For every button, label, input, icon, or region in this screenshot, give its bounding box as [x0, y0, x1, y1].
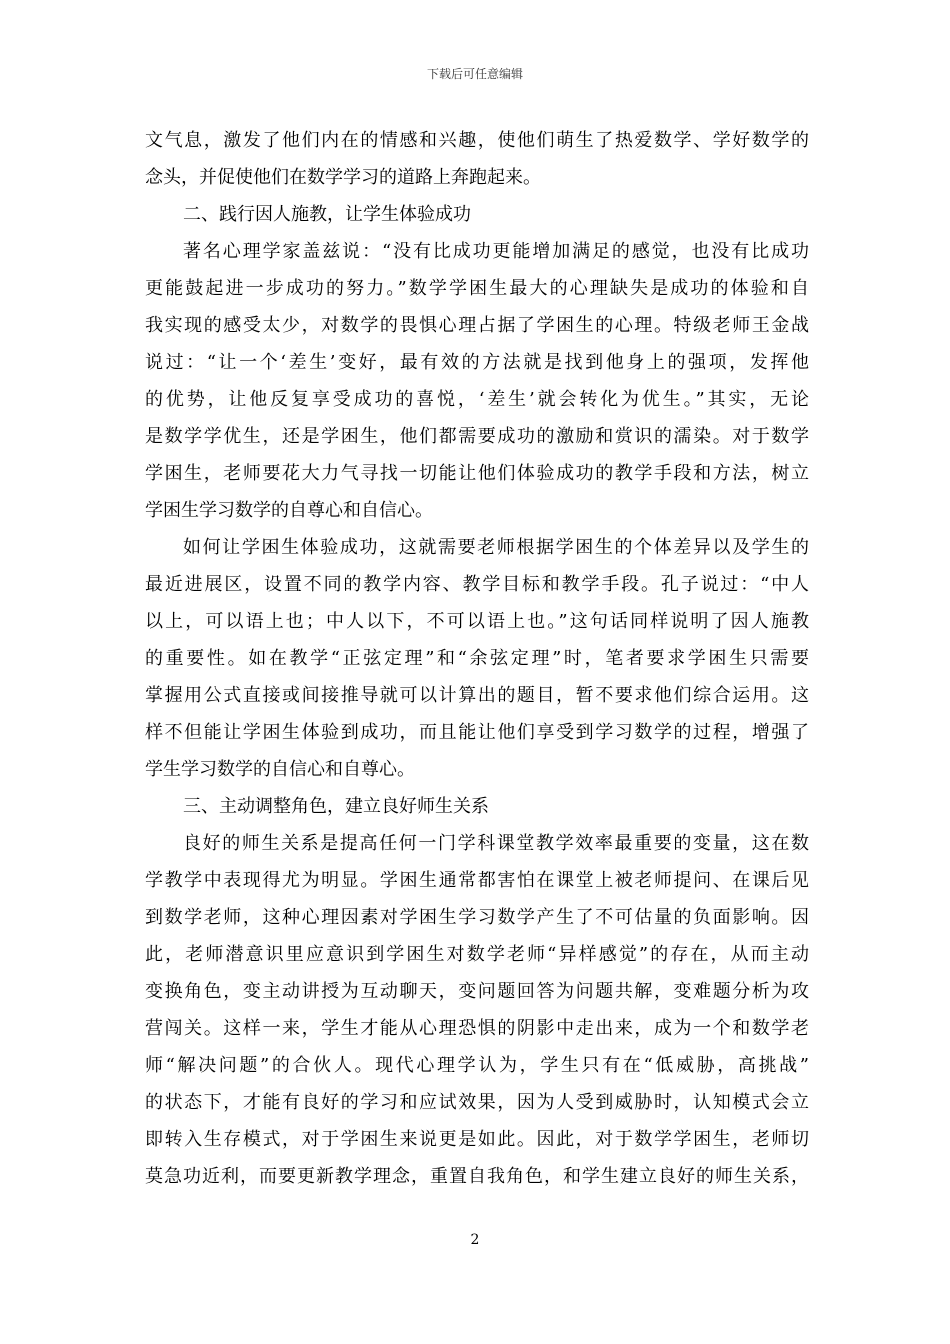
text-line: 三、主动调整角色，建立良好师生关系	[183, 796, 489, 817]
text-line: 学教学中表现得尤为明显。学困生通常都害怕在课堂上被老师提问、在课后见	[145, 870, 809, 891]
text-line: 的状态下，才能有良好的学习和应试效果，因为人受到威胁时，认知模式会立	[145, 1092, 809, 1113]
text-line: 念头，并促使他们在数学学习的道路上奔跑起来。	[145, 167, 541, 188]
text-line: 学困生，老师要花大力气寻找一切能让他们体验成功的教学手段和方法，树立	[145, 463, 809, 484]
text-line: 师“解决问题”的合伙人。现代心理学认为，学生只有在“低威胁，高挑战”	[145, 1055, 809, 1076]
document-body	[145, 122, 809, 1195]
text-line: 营闯关。这样一来，学生才能从心理恐惧的阴影中走出来，成为一个和数学老	[145, 1018, 809, 1039]
text-line: 著名心理学家盖兹说：“没有比成功更能增加满足的感觉，也没有比成功	[183, 241, 809, 262]
text-line: 二、践行因人施教，让学生体验成功	[183, 204, 471, 225]
text-line: 此，老师潜意识里应意识到学困生对数学老师“异样感觉”的存在，从而主动	[145, 944, 809, 965]
text-line: 文气息，激发了他们内在的情感和兴趣，使他们萌生了热爱数学、学好数学的	[145, 130, 809, 151]
text-line: 学困生学习数学的自尊心和自信心。	[145, 500, 433, 521]
page-number: 2	[470, 1232, 480, 1248]
text-line: 是数学学优生，还是学困生，他们都需要成功的激励和赏识的濡染。对于数学	[145, 426, 809, 447]
text-line: 我实现的感受太少，对数学的畏惧心理占据了学困生的心理。特级老师王金战	[145, 315, 809, 336]
text-line: 最近进展区，设置不同的教学内容、教学目标和教学手段。孔子说过：“中人	[145, 574, 809, 595]
text-line: 即转入生存模式，对于学困生来说更是如此。因此，对于数学学困生，老师切	[145, 1129, 809, 1150]
text-line: 的优势，让他反复享受成功的喜悦，‘差生’就会转化为优生。”其实，无论	[145, 389, 809, 410]
text-line: 样不但能让学困生体验到成功，而且能让他们享受到学习数学的过程，增强了	[145, 722, 809, 743]
text-line: 以上，可以语上也；中人以下，不可以语上也。”这句话同样说明了因人施教	[145, 611, 809, 632]
text-line: 学生学习数学的自信心和自尊心。	[145, 759, 415, 780]
text-line: 到数学老师，这种心理因素对学困生学习数学产生了不可估量的负面影响。因	[145, 907, 809, 928]
text-line: 良好的师生关系是提高任何一门学科课堂教学效率最重要的变量，这在数	[183, 833, 809, 854]
text-line: 变换角色，变主动讲授为互动聊天，变问题回答为问题共解，变难题分析为攻	[145, 981, 809, 1002]
text-line: 的重要性。如在教学“正弦定理”和“余弦定理”时，笔者要求学困生只需要	[145, 648, 809, 669]
text-line: 说过：“让一个‘差生’变好，最有效的方法就是找到他身上的强项，发挥他	[145, 352, 809, 373]
text-line: 如何让学困生体验成功，这就需要老师根据学困生的个体差异以及学生的	[183, 537, 809, 558]
page-header: 下载后可任意编辑	[426, 67, 523, 81]
text-line: 更能鼓起进一步成功的努力。”数学学困生最大的心理缺失是成功的体验和自	[145, 278, 809, 299]
text-line: 莫急功近利，而要更新教学理念，重置自我角色，和学生建立良好的师生关系，	[145, 1166, 809, 1187]
text-line: 掌握用公式直接或间接推导就可以计算出的题目，暂不要求他们综合运用。这	[145, 685, 809, 706]
